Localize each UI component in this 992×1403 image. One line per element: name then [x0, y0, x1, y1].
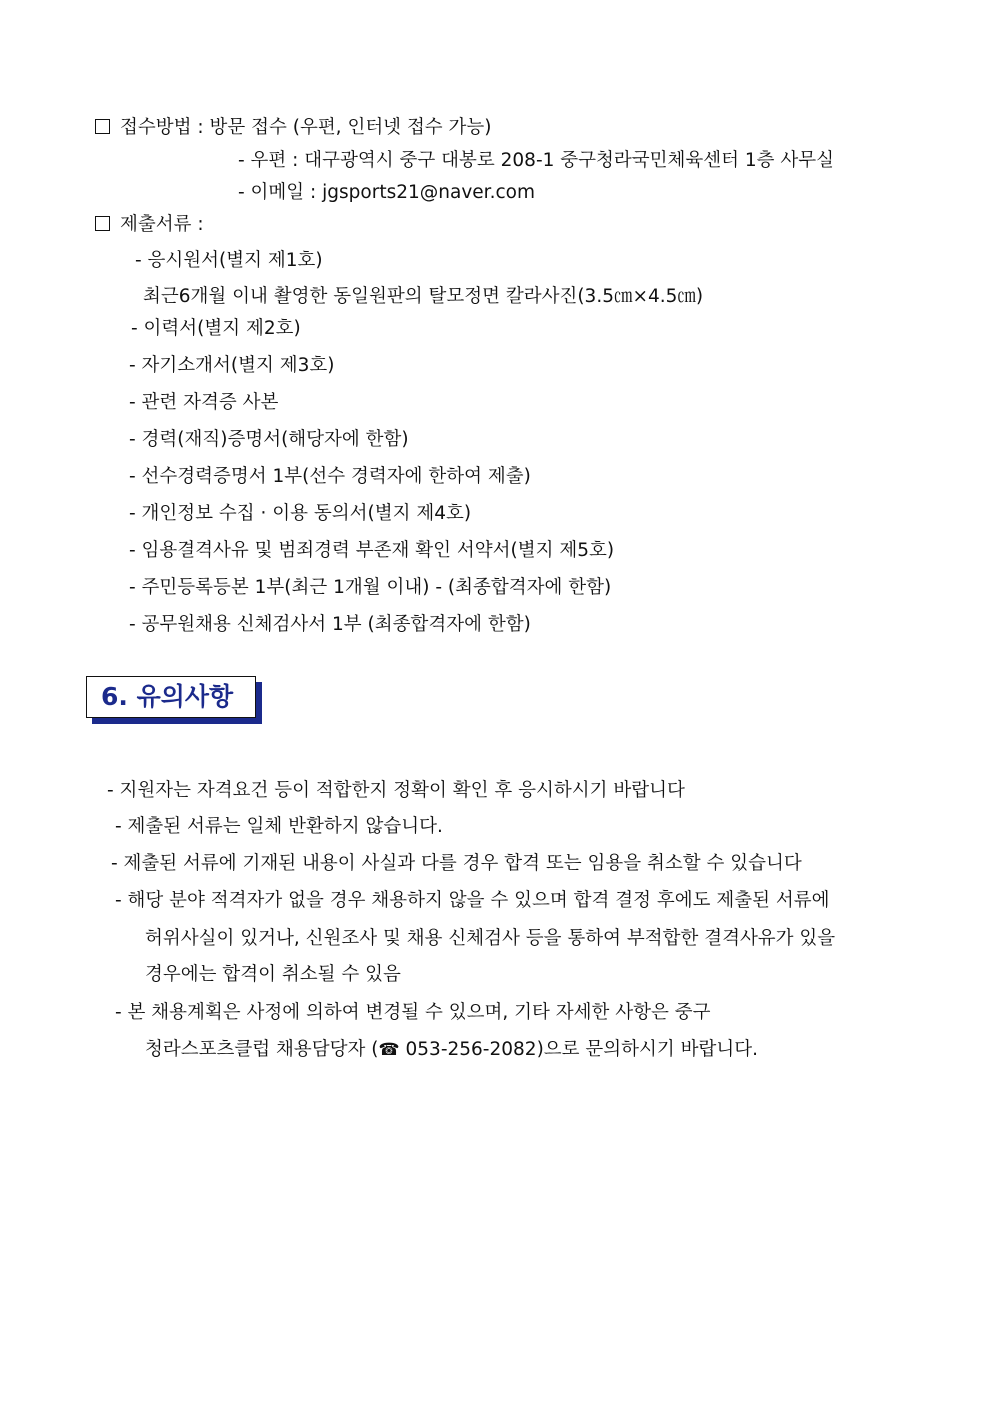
document-item: - 자기소개서(별지 제3호) — [129, 355, 335, 376]
submission-email: - 이메일 : jgsports21@naver.com — [238, 182, 535, 203]
notice-line: - 본 채용계획은 사정에 의하여 변경될 수 있으며, 기타 자세한 사항은 중구 — [115, 1002, 711, 1023]
submission-method: 접수방법 : 방문 접수 (우편, 인터넷 접수 가능) — [95, 116, 492, 140]
notice-line: - 지원자는 자격요건 등이 적합한지 정확이 확인 후 응시하시기 바랍니다 — [107, 780, 685, 801]
notice-contact: 청라스포츠클럽 채용담당자 (☎ 053-256-2082)으로 문의하시기 바랍니다. — [145, 1039, 759, 1060]
document-item: - 공무원채용 신체검사서 1부 (최종합격자에 한함) — [129, 614, 531, 635]
document-item: - 개인정보 수집 · 이용 동의서(별지 제4호) — [129, 503, 472, 524]
document-item: - 주민등록등본 1부(최근 1개월 이내) - (최종합격자에 한함) — [129, 577, 612, 598]
notice-line: - 제출된 서류는 일체 반환하지 않습니다. — [115, 816, 443, 837]
notice-line: - 해당 분야 적격자가 없을 경우 채용하지 않을 수 있으며 합격 결정 후에도 제출된 서류에 — [115, 890, 830, 911]
notice-line: 경우에는 합격이 취소될 수 있음 — [145, 964, 401, 985]
document-item: - 선수경력증명서 1부(선수 경력자에 한하여 제출) — [129, 466, 531, 487]
notice-line: - 제출된 서류에 기재된 내용이 사실과 다를 경우 합격 또는 임용을 취소할 수 있습니다 — [111, 853, 802, 874]
document-item: - 관련 자격증 사본 — [129, 392, 279, 413]
document-item: - 임용결격사유 및 범죄경력 부존재 확인 서약서(별지 제5호) — [129, 540, 615, 561]
document-item: - 경력(재직)증명서(해당자에 한함) — [129, 429, 409, 450]
documents-title: 제출서류 : — [95, 213, 204, 237]
document-item: - 이력서(별지 제2호) — [131, 318, 301, 339]
checkbox-square-icon — [95, 119, 110, 134]
phone-icon: ☎ — [378, 1040, 400, 1060]
checkbox-square-icon — [95, 216, 110, 231]
section-heading — [86, 676, 264, 726]
notice-line: 허위사실이 있거나, 신원조사 및 채용 신체검사 등을 통하여 부적합한 결격사유가 있을 — [145, 928, 836, 949]
heading-title: 6. 유의사항 — [86, 676, 256, 718]
submission-post: - 우편 : 대구광역시 중구 대봉로 208-1 중구청라국민체육센터 1층 사무실 — [238, 150, 835, 171]
document-item: 최근6개월 이내 촬영한 동일원판의 탈모정면 칼라사진(3.5㎝×4.5㎝) — [143, 286, 704, 307]
document-item: - 응시원서(별지 제1호) — [135, 250, 323, 271]
contact-phone: 053-256-2082 — [399, 1039, 537, 1060]
